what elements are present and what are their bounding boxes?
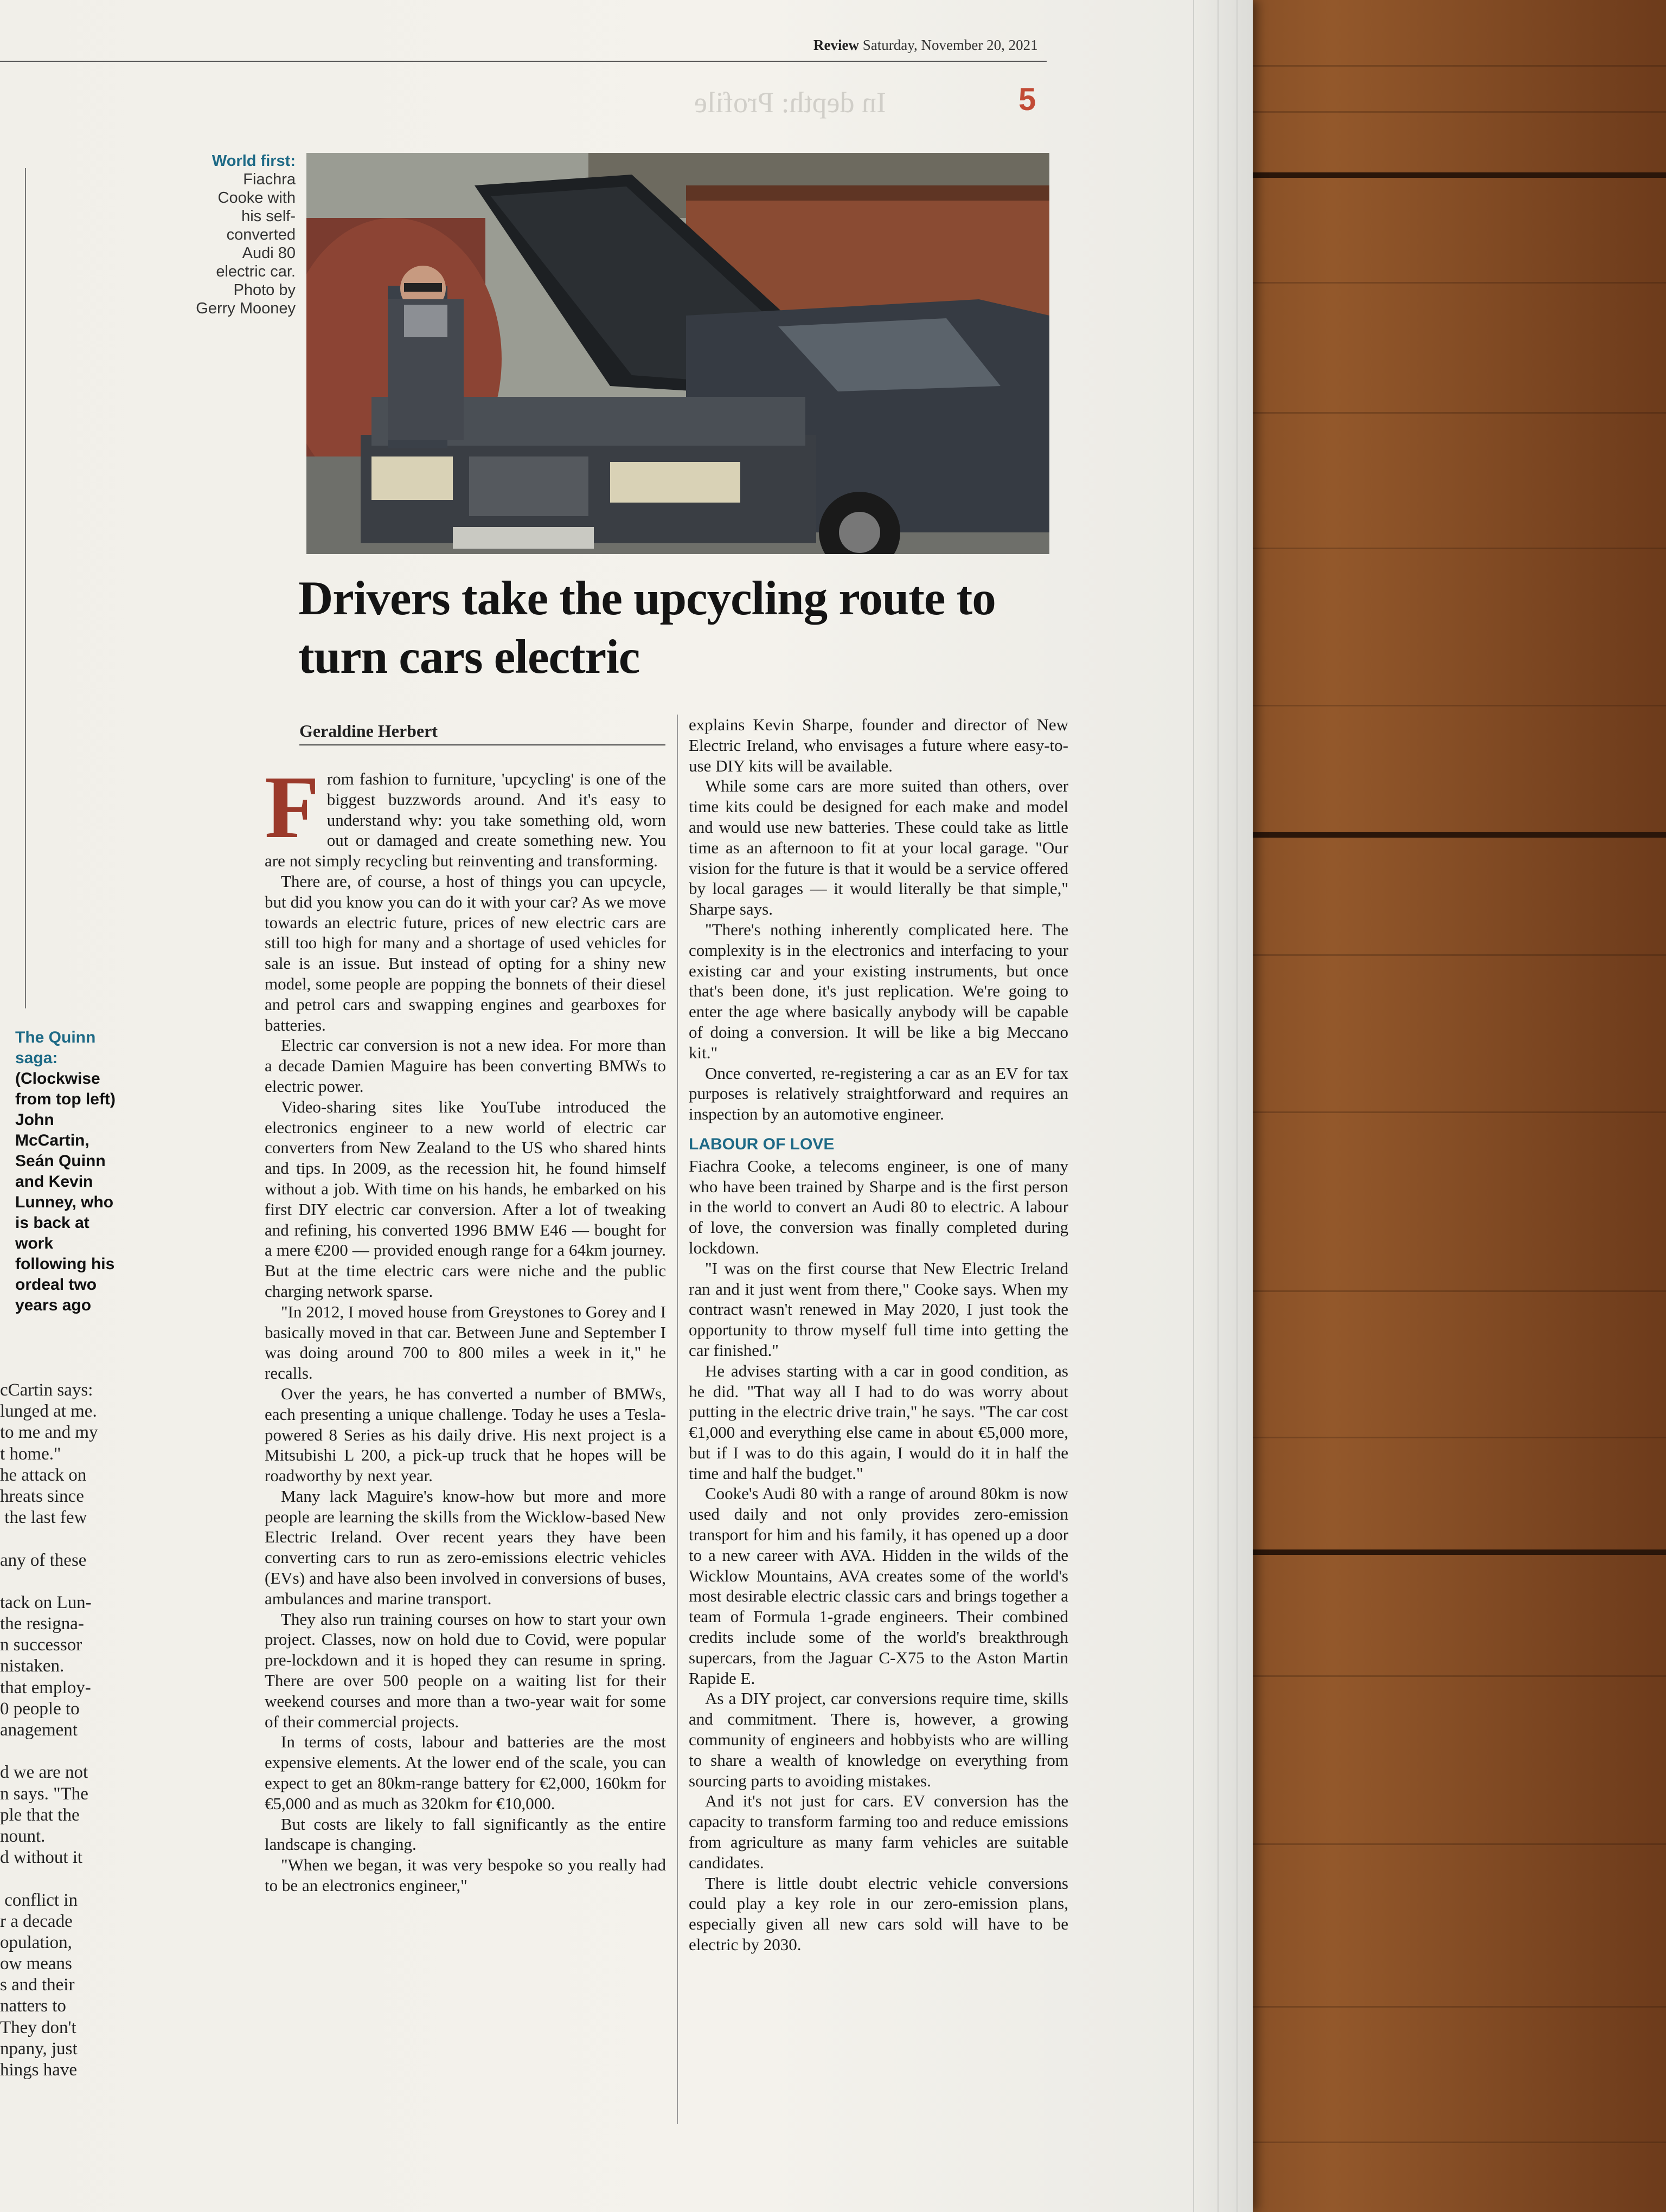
left-text-line: any of these: [0, 1550, 87, 1570]
article-column-2-part-a: [689, 715, 1068, 1124]
left-text-line: the resigna-: [0, 1614, 84, 1634]
left-text-line: r a decade: [0, 1911, 73, 1931]
left-text-line: [0, 1868, 117, 1889]
left-text-line: to me and my: [0, 1423, 98, 1443]
left-text-line: ow means: [0, 1954, 72, 1974]
article-column-1: [265, 757, 666, 1896]
left-photo-caption: [15, 1027, 118, 1316]
left-text-line: n says. "The: [0, 1784, 88, 1804]
column-rule: [677, 715, 678, 2124]
left-caption-body: (Clockwise from top left) John McCartin, Seán Quinn and Kevin Lunney, who is back at work following his ordeal two years ago: [15, 1070, 116, 1314]
left-text-line: 0 people to: [0, 1699, 80, 1719]
left-text-line: that employ-: [0, 1677, 91, 1697]
left-column-text: [0, 1380, 117, 2081]
byline: Geraldine Herbert: [299, 721, 438, 741]
photo-caption: [195, 152, 296, 318]
article-paragraph: "I was on the first course that New Electric Ireland ran and it just went from there," Cooke says. When my contract wasn't renewed in May 2020, I just took the opportunity to throw myself full time into getting the car finished.": [689, 1258, 1068, 1360]
left-text-line: hreats since: [0, 1486, 84, 1506]
left-text-line: cCartin says:: [0, 1380, 93, 1400]
left-text-line: d without it: [0, 1848, 83, 1868]
article-paragraph: And it's not just for cars. EV conversion has the capacity to transform farming too and reduce emissions from agriculture as many farm vehicles are suitable candidates.: [689, 1791, 1068, 1872]
article-paragraph: Over the years, he has converted a number of BMWs, each presenting a unique challenge. Today he uses a Tesla-powered 8 Series as his daily drive. His next project is a Mitsubishi L 200, a pick-up truck that he hopes will be roadworthy by next year.: [265, 1384, 666, 1486]
column-rule: [25, 168, 26, 1008]
left-text-line: n successor: [0, 1635, 82, 1655]
article-paragraph: There is little doubt electric vehicle conversions could play a key role in our zero-emission plans, especially given all new cars sold will have to be electric by 2030.: [689, 1873, 1068, 1954]
subhead-labour-of-love: LABOUR OF LOVE: [689, 1135, 835, 1153]
article-paragraph: In terms of costs, labour and batteries are the most expensive elements. At the lower end of the scale, you can expect to get an 80km-range battery for €2,000, 160km for €5,000 and as much as 320km for €10,000.: [265, 1732, 666, 1813]
article-paragraph: Video-sharing sites like YouTube introduced the electronics engineer to a new world of electric car converters from New Zealand to the US who shared hints and tips. In 2009, as the recession hit, he found himself without a job. With time on his hands, he embarked on his first DIY electric car conversion. After a lot of tweaking and refining, his converted 1996 BMW E46 — bought for a mere €200 — provided enough range for a 64km journey. But at the time electric cars were niche and the public charging network sparse.: [265, 1097, 666, 1301]
photo-caption-body: Fiachra Cooke with his self-converted Audi 80 electric car. Photo by Gerry Mooney: [196, 171, 296, 317]
left-text-line: natters to: [0, 1996, 66, 2016]
floor-plank-gap: [1247, 1549, 1666, 1555]
article-paragraph: They also run training courses on how to start your own project. Classes, now on hold due to Covid, were popular pre-lockdown and it is hoped they can resume in spring. There are over 500 people on a waiting list for their weekend courses and more than a two-year wait for some of their commercial projects.: [265, 1609, 666, 1731]
article-paragraph: There are, of course, a host of things you can upcycle, but did you know you can do it with your car? As we move towards an electric future, prices of new electric cars are still too high for many and a shortage of used vehicles for sale is an issue. But instead of opting for a shiny new model, some people are popping the bonnets of their diesel and petrol cars and swapping engines and gearboxes for batteries.: [265, 871, 666, 1034]
article-column-2: [689, 715, 1068, 1955]
left-text-line: the last few: [0, 1508, 87, 1528]
left-text-line: opulation,: [0, 1932, 72, 1952]
left-text-line: d we are not: [0, 1763, 88, 1783]
article-paragraph: rom fashion to furniture, 'upcycling' is one of the biggest buzzwords around. And it's easy to understand why: you take something old, worn out or damaged and create something new. You are not simply recycling but reinventing and transforming.: [265, 769, 666, 871]
left-text-line: [0, 1528, 117, 1549]
left-text-line: ple that the: [0, 1805, 80, 1825]
left-caption-lead: The Quinn saga:: [15, 1028, 96, 1067]
drop-cap: F: [265, 757, 319, 857]
article-paragraph: Many lack Maguire's know-how but more and more people are learning the skills from the Wicklow-based New Electric Ireland. Over recent years they have been converting cars to run as zero-emissions electric vehicles (EVs) and have also been involved in conversions of buses, ambulances and marine transport.: [265, 1486, 666, 1608]
left-text-line: nistaken.: [0, 1656, 65, 1676]
left-text-line: he attack on: [0, 1465, 87, 1485]
left-text-line: tack on Lun-: [0, 1592, 92, 1612]
left-text-line: conflict in: [0, 1890, 78, 1910]
header-rule: [0, 61, 1047, 62]
left-text-line: s and their: [0, 1975, 75, 1995]
floor-plank-gap: [1247, 832, 1666, 838]
masthead: [813, 37, 1038, 54]
left-text-line: t home.": [0, 1444, 61, 1464]
article-paragraph: Cooke's Audi 80 with a range of around 80km is now used daily and not only provides zero-emission transport for him and his family, it has opened up a door to a new career with AVA. Hidden in the wilds of the Wicklow Mountains, AVA creates some of the world's most desirable electric classic cars and brings together a team of Formula 1-grade engineers. Their combined credits include some of the world's breakthrough supercars, from the Jaguar C-X75 to the Aston Martin Rapide E.: [689, 1484, 1068, 1688]
photo-caption-lead: World first:: [212, 152, 296, 170]
article-paragraph: explains Kevin Sharpe, founder and director of New Electric Ireland, who envisages a future where easy-to-use DIY kits will be available.: [689, 715, 1068, 775]
left-text-line: anagement: [0, 1720, 78, 1740]
article-headline: Drivers take the upcycling route to turn cars electric: [298, 572, 996, 684]
masthead-section: Review: [813, 37, 859, 53]
section-label: In depth: Profile: [694, 86, 886, 119]
left-text-line: lunged at me.: [0, 1401, 97, 1422]
article-paragraph: "When we began, it was very bespoke so you really had to be an electronics engineer,": [265, 1855, 666, 1895]
left-text-line: hings have: [0, 2060, 78, 2080]
page-number: 5: [1018, 82, 1036, 117]
floor-plank-gap: [1247, 172, 1666, 178]
left-text-line: [0, 1571, 117, 1592]
article-paragraph: As a DIY project, car conversions require time, skills and commitment. There is, however, a growing community of engineers and hobbyists who are willing to share a wealth of knowledge on everything from sourcing parts to avoiding mistakes.: [689, 1689, 1068, 1790]
article-paragraph: While some cars are more suited than others, over time kits could be designed for each make and model and would use new batteries. These could take as little time as an afternoon to fit at your local garage. "Our vision for the future is that it would be a service offered by local garages — it would literally be that simple," Sharpe says.: [689, 776, 1068, 919]
article-paragraph: But costs are likely to fall significantly as the entire landscape is changing.: [265, 1814, 666, 1854]
masthead-date: Saturday, November 20, 2021: [862, 37, 1038, 53]
article-photo: [306, 153, 1049, 554]
article-paragraph: He advises starting with a car in good condition, as he did. "That way all I had to do was worry about putting in the electric drive train," he says. "The car cost €1,000 and everything else came in about €5,000 more, but if I was to do this again, I would do it in half the time and half the budget.": [689, 1361, 1068, 1483]
left-text-line: npany, just: [0, 2039, 78, 2059]
left-text-line: nount.: [0, 1826, 46, 1846]
article-paragraph: Once converted, re-registering a car as an EV for tax purposes is relatively straightforward and requires an inspection by an automotive engineer.: [689, 1063, 1068, 1124]
car-photo-illustration: [306, 153, 1049, 554]
article-paragraph: "There's nothing inherently complicated here. The complexity is in the electronics and interfacing to your existing car and your existing instruments, but once that's been done, it's just replication. We're going to enter the age where basically anybody will be capable of doing a conversion. It will be like a big Meccano kit.": [689, 919, 1068, 1062]
article-paragraph: "In 2012, I moved house from Greystones to Gorey and I basically moved in that car. Between June and September I was doing around 700 to 800 miles a week in it," he recalls.: [265, 1302, 666, 1383]
article-column-2-part-b: [689, 1156, 1068, 1955]
byline-rule: [299, 744, 665, 745]
left-text-line: [0, 1741, 117, 1762]
article-paragraph: Fiachra Cooke, a telecoms engineer, is one of many who have been trained by Sharpe and is the first person in the world to convert an Audi 80 to electric. A labour of love, the conversion was finally completed during lockdown.: [689, 1156, 1068, 1257]
article-paragraph: Electric car conversion is not a new idea. For more than a decade Damien Maguire has been converting BMWs to electric power.: [265, 1036, 666, 1096]
left-text-line: They don't: [0, 2017, 76, 2037]
